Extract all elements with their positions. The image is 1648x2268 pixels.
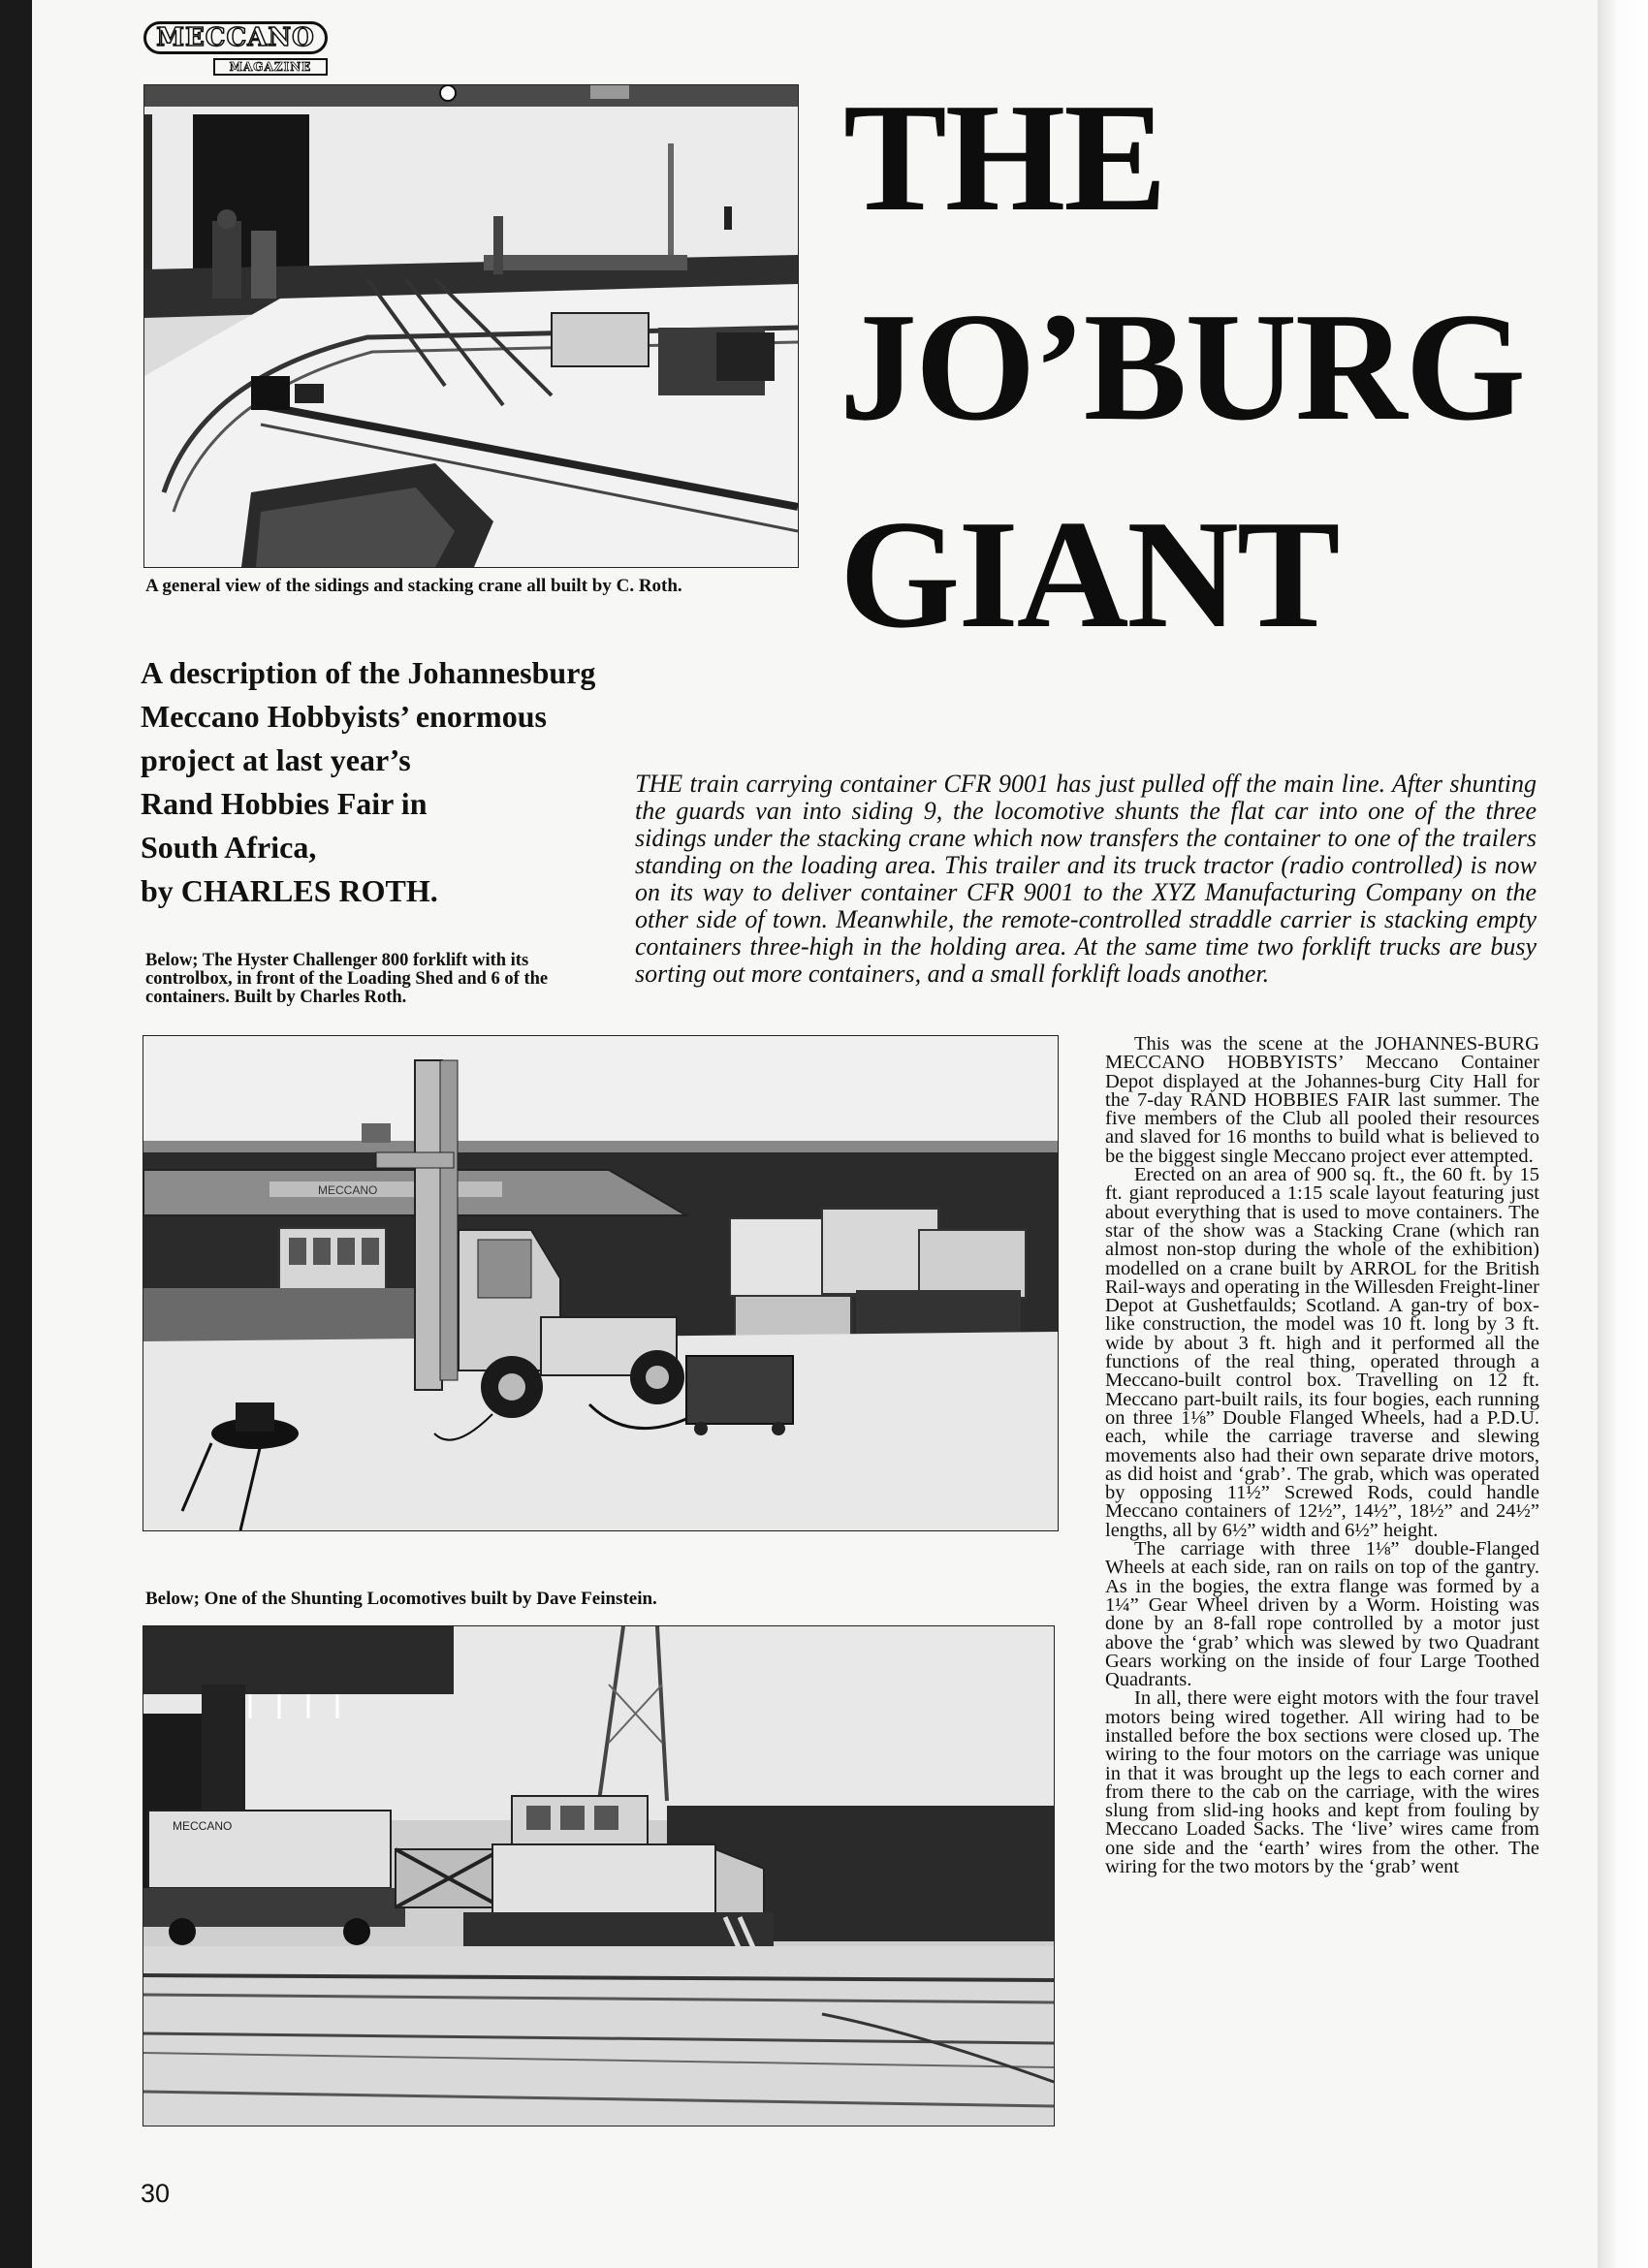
masthead-subtitle: MAGAZINE	[213, 58, 328, 76]
intro-line: project at last year’s	[141, 742, 411, 777]
photo-forklift	[143, 1035, 1059, 1531]
intro-line: A description of the Johannesburg	[141, 655, 596, 690]
photo-sidings	[143, 84, 799, 568]
article-body	[1105, 1035, 1539, 1876]
intro-line: by CHARLES ROTH.	[141, 873, 438, 908]
body-paragraph: The carriage with three 1⅛” double-Flanged Wheels at each side, ran on rails on top of the gantry. As in the bogies, the extra flange was formed by a 1¼” Gear Wheel driven by a Worm. Hoisting was done by an 8-fall rope controlled by a motor just above the ‘grab’ which was slewed by two Quadrant Gears working on the inside of four Large Toothed Quadrants.	[1105, 1538, 1539, 1691]
body-paragraph: This was the scene at the JOHANNES-BURG MECCANO HOBBYISTS’ Meccano Container Depot displayed at the Johannes-burg City Hall for the 7-day RAND HOBBIES FAIR last summer. The five members of the Club all pooled their resources and slaved for 16 months to build what is believed to be the biggest single Meccano project ever attempted.	[1105, 1033, 1539, 1167]
caption-forklift-photo: Below; The Hyster Challenger 800 forklift with its controlbox, in front of the Loading Shed and 6 of the containers. Built by Charles Roth.	[145, 951, 549, 1007]
intro-line: Rand Hobbies Fair in	[141, 786, 428, 821]
title-line-1: THE	[843, 71, 1165, 243]
caption-top-photo: A general view of the sidings and stacking crane all built by C. Roth.	[145, 576, 682, 596]
intro-standfirst	[141, 651, 645, 913]
title-line-3: GIANT	[840, 488, 1339, 660]
masthead-logo	[143, 21, 328, 76]
page-edge	[1598, 0, 1648, 2268]
title-line-2: JO’BURG	[840, 280, 1524, 453]
intro-line: Meccano Hobbyists’ enormous	[141, 699, 547, 734]
container-label-text: MECCANO	[173, 1819, 233, 1833]
caption-loco-photo: Below; One of the Shunting Locomotives built by Dave Feinstein.	[145, 1589, 657, 1609]
intro-line: South Africa,	[141, 830, 317, 865]
page-number: 30	[141, 2179, 171, 2208]
masthead-title: MECCANO	[143, 21, 328, 54]
shed-sign-text: MECCANO	[318, 1183, 378, 1197]
body-paragraph: In all, there were eight motors with the four travel motors being wired together. All wiring had to be installed before the box sections were closed up. The wiring to the four motors on the carriage was unique in that it was brought up the legs to each corner and from there to the cab on the carriage, with the wires slung from slid-ing hooks and kept from fouling by Meccano Loaded Sacks. The ‘live’ wires came from one side and the ‘earth’ wires from the other. The wiring for the two motors by the ‘grab’ went	[1105, 1687, 1539, 1878]
body-paragraph: Erected on an area of 900 sq. ft., the 60 ft. by 15 ft. giant reproduced a 1:15 scale layout featuring just about everything that is used to move containers. The star of the show was a Stacking Crane (which ran almost non-stop during the whole of the exhibition) modelled on a crane built by ARROL for the British Rail-ways and operating in the Willesden Freight-liner Depot at Gushetfaulds; Scotland. A gan-try of box-like construction, the model was 10 ft. long by 3 ft. wide by about 3 ft. high and it performed all the functions of the real thing, operated through a Meccano-built control box. Travelling on 12 ft. Meccano part-built rails, its four bogies, each running on three 1⅛” Double Flanged Wheels, had a P.D.U. each, while the carriage traverse and slewing movements also had their own separate drive motors, as did hoist and ‘grab’. The grab, which was operated by opposing 11½” Screwed Rods, could handle Meccano containers of 12½”, 14½”, 18½” and 24½” lengths, all by 6½” width and 6½” height.	[1105, 1164, 1539, 1541]
lead-paragraph: THE train carrying container CFR 9001 has just pulled off the main line. After shunting the guards van into siding 9, the locomotive shunts the flat car into one of the three sidings under the stacking crane which now transfers the container to one of the trailers standing on the loading area. This trailer and its truck tractor (radio controlled) is now on its way to deliver container CFR 9001 to the XYZ Manufacturing Company on the other side of town. Meanwhile, the remote-controlled straddle carrier is stacking empty containers three-high in the holding area. At the same time two forklift trucks are busy sorting out more containers, and a small forklift loads another.	[635, 770, 1537, 988]
photo-shunting-locomotive	[143, 1625, 1055, 2126]
